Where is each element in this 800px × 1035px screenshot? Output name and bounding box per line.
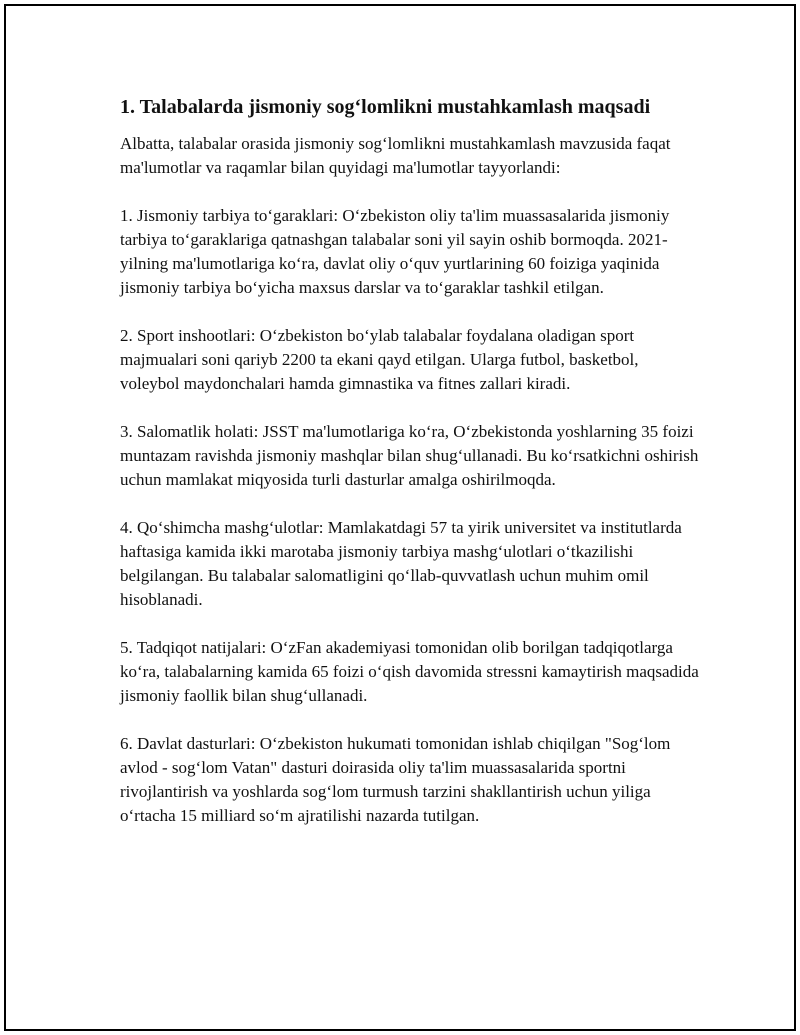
paragraph-state-programs: 6. Davlat dasturlari: O‘zbekiston hukumati tomonidan ishlab chiqilgan "Sog‘lom avlod - sog‘lom Vatan" dasturi doirasida oliy ta'lim muassasalarida sportni rivojlantirish va yoshlarda sog‘lom turmush tarzini shakllantirish uchun yiliga o‘rtacha 15 milliard so‘m ajratilishi nazarda tutilgan. xyxy=(120,734,671,825)
paragraph-research-results: 5. Tadqiqot natijalari: O‘zFan akademiyasi tomonidan olib borilgan tadqiqotlarga ko‘ra, talabalarning kamida 65 foizi o‘qish davomida stressni kamaytirish maqsadida jismoniy faollik bilan shug‘ullanadi. xyxy=(120,638,699,705)
document-body xyxy=(120,94,700,852)
paragraph-sports-facilities: 2. Sport inshootlari: O‘zbekiston bo‘ylab talabalar foydalana oladigan sport majmualari soni qariyb 2200 ta ekani qayd etilgan. Ularga futbol, basketbol, voleybol maydonchalari hamda gimnastika va fitnes zallari kiradi. xyxy=(120,326,639,393)
paragraph-health-status: 3. Salomatlik holati: JSST ma'lumotlariga ko‘ra, O‘zbekistonda yoshlarning 35 foizi muntazam ravishda jismoniy mashqlar bilan shug‘ullanadi. Bu ko‘rsatkichni oshirish uchun mamlakat miqyosida turli dasturlar amalga oshirilmoqda. xyxy=(120,422,699,489)
document-page xyxy=(4,4,796,1031)
document-title: 1. Talabalarda jismoniy sog‘lomlikni mustahkamlash maqsadi xyxy=(120,96,651,118)
paragraph-physical-education-clubs: 1. Jismoniy tarbiya to‘garaklari: O‘zbekiston oliy ta'lim muassasalarida jismoniy tarbiya to‘garaklariga qatnashgan talabalar soni yil sayin oshib bormoqda. 2021-yilning ma'lumotlariga ko‘ra, davlat oliy o‘quv yurtlarining 60 foiziga yaqinida jismoniy tarbiya bo‘yicha maxsus darslar va to‘garaklar tashkil etilgan. xyxy=(120,206,670,297)
intro-paragraph: Albatta, talabalar orasida jismoniy sog‘lomlikni mustahkamlash mavzusida faqat ma'lumotlar va raqamlar bilan quyidagi ma'lumotlar tayyorlandi: xyxy=(120,134,671,177)
paragraph-additional-training: 4. Qo‘shimcha mashg‘ulotlar: Mamlakatdagi 57 ta yirik universitet va institutlarda haftasiga kamida ikki marotaba jismoniy tarbiya mashg‘ulotlari o‘tkazilishi belgilangan. Bu talabalar salomatligini qo‘llab-quvvatlash uchun muhim omil hisoblanadi. xyxy=(120,518,682,609)
